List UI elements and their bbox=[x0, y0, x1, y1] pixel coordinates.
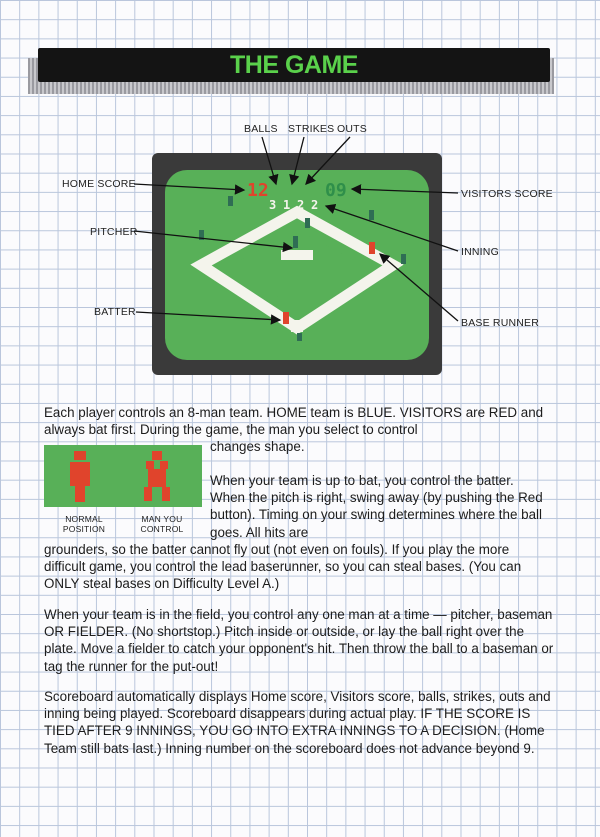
caption-control-line: MAN YOU CONTROL bbox=[140, 514, 184, 534]
label-balls: BALLS bbox=[244, 123, 278, 135]
inning-value: 2 bbox=[311, 198, 319, 212]
paragraph-scoreboard: Scoreboard automatically displays Home score, Visitors score, balls, strikes, outs and inning being played. Scoreboard disappears during actual play. IF THE SCORE IS TIED AFTER 9 INNINGS, YOU GO INTO EXTRA INNINGS TO A DECISION. (Home Team still bats last.) Inning number on the scoreboard does not advance beyond 9. bbox=[44, 689, 551, 756]
caption-normal-position bbox=[54, 514, 114, 534]
title-banner bbox=[38, 48, 550, 82]
label-inning: INNING bbox=[461, 246, 499, 258]
outs-value: 2 bbox=[297, 198, 305, 212]
home-score-value: 12 bbox=[247, 180, 269, 201]
player bbox=[305, 218, 310, 228]
player bbox=[401, 254, 406, 264]
label-outs: OUTS bbox=[337, 123, 367, 135]
base-runner-figure bbox=[369, 242, 375, 254]
player-shape-figures bbox=[44, 445, 202, 507]
caption-man-you-control bbox=[132, 514, 192, 534]
label-visitors-score: VISITORS SCORE bbox=[461, 188, 553, 200]
paragraph-intro: Each player controls an 8-man team. HOME team is BLUE. VISITORS are RED and always bat first. During the game, the man you select to control bbox=[44, 405, 544, 438]
label-strikes: STRIKES bbox=[288, 123, 335, 135]
player bbox=[293, 236, 298, 248]
pitcher-mound bbox=[281, 250, 313, 260]
player-shapes bbox=[44, 445, 202, 507]
normal-position-figure bbox=[70, 451, 90, 502]
label-pitcher: PITCHER bbox=[90, 226, 138, 238]
visitors-score-value: 09 bbox=[325, 180, 347, 201]
man-you-control-figure bbox=[144, 451, 170, 501]
paragraph-fielding: When your team is in the field, you control any one man at a time — pitcher, baseman OR FIELDER. (No shortstop.) Pitch inside or outside, or lay the ball right over the plate. Move a fielder to catch your opponent's hit. Then throw the ball to a baseman or tag the runner for the put-out! bbox=[44, 607, 554, 674]
paragraph-intro-cont: changes shape. bbox=[210, 439, 305, 454]
game-field bbox=[165, 170, 429, 360]
balls-value: 3 bbox=[269, 198, 277, 212]
paragraph-batting: When your team is up to bat, you control the batter. When the pitch is right, swing away (by pushing the Red button). Timing on your swing determines where the ball goes. All hits are bbox=[210, 473, 543, 540]
batter-figure bbox=[283, 312, 289, 324]
page-title: THE GAME bbox=[230, 50, 358, 79]
player bbox=[199, 230, 204, 240]
player bbox=[297, 333, 302, 341]
caption-normal-line: NORMAL POSITION bbox=[62, 514, 106, 534]
label-base-runner: BASE RUNNER bbox=[461, 317, 540, 329]
paragraph-grounders: grounders, so the batter cannot fly out (not even on fouls). If you play the more difficult game, you control the lead baserunner, so you can steal bases. (You can ONLY steal bases on Difficulty Level A.) bbox=[44, 542, 522, 592]
home-plate bbox=[291, 320, 303, 332]
label-home-score: HOME SCORE bbox=[62, 178, 136, 190]
strikes-value: 1 bbox=[283, 198, 291, 212]
scoreboard bbox=[165, 180, 429, 216]
label-batter: BATTER bbox=[94, 306, 136, 318]
